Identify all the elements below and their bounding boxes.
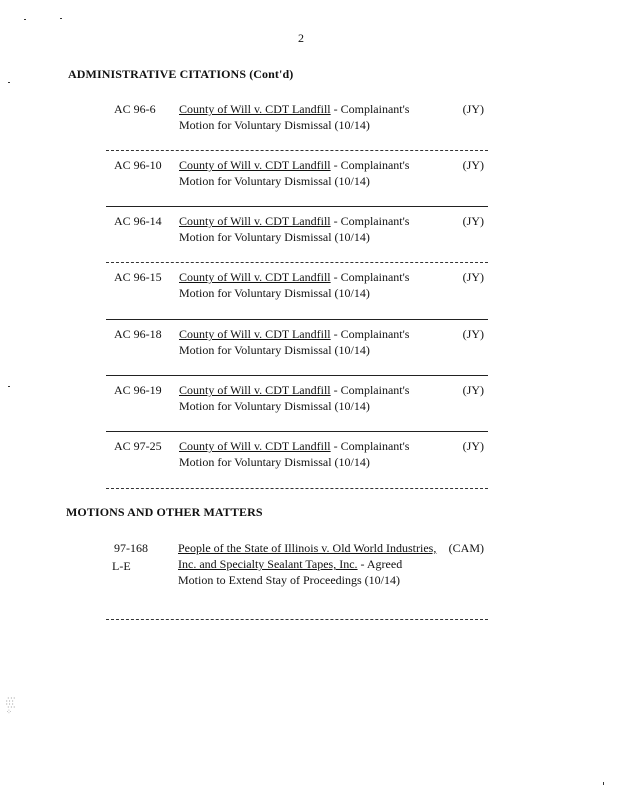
motion-text: - Complainant's Motion for Voluntary Dismissal (10/14) [179, 439, 410, 469]
motion-text: - Agreed Motion to Extend Stay of Proceedings (10/14) [178, 557, 403, 587]
entry-description [179, 382, 434, 414]
docket-suffix: L-E [112, 559, 131, 573]
case-name: County of Will v. CDT Landfill [179, 214, 331, 228]
attorney-initials: (JY) [462, 214, 484, 228]
attorney-initials: (JY) [462, 158, 484, 172]
motion-text: - Complainant's Motion for Voluntary Dismissal (10/14) [179, 158, 410, 188]
docket-number: 97-168 [114, 541, 148, 555]
docket-number: AC 96-19 [114, 383, 162, 397]
case-name: County of Will v. CDT Landfill [179, 158, 331, 172]
attorney-initials: (JY) [462, 383, 484, 397]
divider [106, 431, 488, 432]
motion-text: - Complainant's Motion for Voluntary Dismissal (10/14) [179, 214, 410, 244]
case-name: County of Will v. CDT Landfill [179, 439, 331, 453]
entry-description [179, 213, 434, 245]
docket-number: AC 97-25 [114, 439, 162, 453]
scan-smudge: ∴∵ ∵∴ ⁘ [6, 696, 15, 716]
attorney-initials: (JY) [462, 327, 484, 341]
case-name: People of the State of Illinois v. Old World Industries, Inc. and Specialty Sealant Tapes, Inc. [178, 541, 437, 571]
motion-text: - Complainant's Motion for Voluntary Dismissal (10/14) [179, 270, 410, 300]
divider [106, 206, 488, 207]
case-name: County of Will v. CDT Landfill [179, 327, 331, 341]
attorney-initials: (CAM) [448, 541, 484, 555]
section-heading-motions: MOTIONS AND OTHER MATTERS [66, 505, 263, 519]
entry-description [179, 438, 434, 470]
case-name: County of Will v. CDT Landfill [179, 270, 331, 284]
motion-text: - Complainant's Motion for Voluntary Dismissal (10/14) [179, 383, 410, 413]
motion-text: - Complainant's Motion for Voluntary Dismissal (10/14) [179, 102, 410, 132]
motion-text: - Complainant's Motion for Voluntary Dismissal (10/14) [179, 327, 410, 357]
divider [106, 150, 488, 151]
divider [106, 488, 488, 489]
case-name: County of Will v. CDT Landfill [179, 102, 331, 116]
entry-description [179, 326, 434, 358]
entry-description [179, 157, 434, 189]
page-number: 2 [298, 31, 304, 45]
case-name: County of Will v. CDT Landfill [179, 383, 331, 397]
attorney-initials: (JY) [462, 102, 484, 116]
docket-number: AC 96-15 [114, 270, 162, 284]
docket-number: AC 96-14 [114, 214, 162, 228]
divider [106, 319, 488, 320]
scan-speck [8, 386, 10, 387]
scan-speck [603, 782, 604, 785]
divider [106, 262, 488, 263]
docket-number: AC 96-18 [114, 327, 162, 341]
entry-description [179, 269, 434, 301]
divider [106, 619, 488, 620]
divider [106, 375, 488, 376]
section-heading-administrative-citations: ADMINISTRATIVE CITATIONS (Cont'd) [68, 67, 294, 81]
scan-speck [24, 19, 26, 20]
scan-speck [8, 82, 10, 83]
attorney-initials: (JY) [462, 439, 484, 453]
entry-description [179, 101, 434, 133]
docket-number: AC 96-6 [114, 102, 156, 116]
attorney-initials: (JY) [462, 270, 484, 284]
scan-speck [60, 18, 62, 19]
docket-number: AC 96-10 [114, 158, 162, 172]
entry-description [178, 540, 440, 588]
